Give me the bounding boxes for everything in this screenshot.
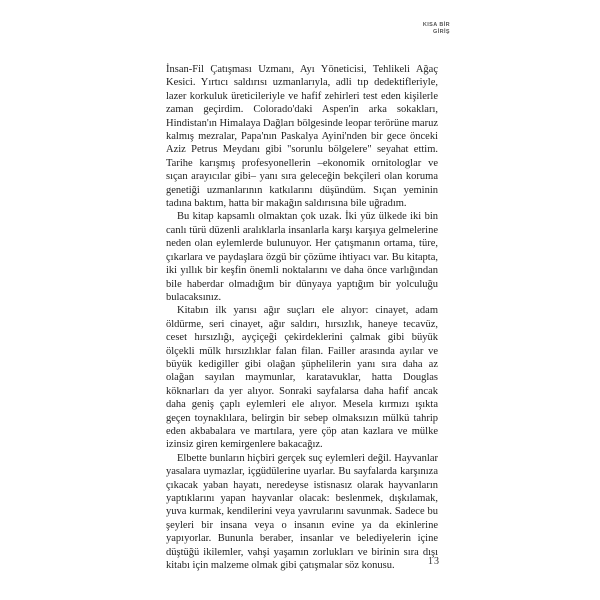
running-head-line-1: KISA BİR xyxy=(422,22,450,28)
running-head-line-2: GİRİŞ xyxy=(433,29,450,35)
running-head xyxy=(423,22,450,36)
paragraph-3: Kitabın ilk yarısı ağır suçları ele alıyor: cinayet, adam öldürme, seri cinayet, ağır saldırı, hırsızlık, haneye tecavüz, ceset hırsızlığı, ayçiçeği çekirdeklerini çalmak gibi büyük ölçekli mülk hırsızlıklar falan filan. Failler arasında ayılar ve büyük kedigiller gibi olağan şüphelilerin yanı sıra daha az olağan sayılan maymunlar, karatavuklar, hatta Douglas köknarları da yer alıyor. Sonraki sayfalarsa daha hafif ancak daha geniş çaplı eylemleri ele alıyor. Mesela kırmızı ışıkta geçen toynaklılara, belirgin bir sebep olmaksızın mülkü tahrip eden akbabalara ve martılara, yere çöp atan kazlara ve mülke izinsiz giren kemirgenlere bakacağız. xyxy=(166,305,438,451)
paragraph-4: Elbette bunların hiçbiri gerçek suç eylemleri değil. Hayvanlar yasalara uymazlar, içgüdülerine uyarlar. Bu sayfalarda karşınıza çıkacak yaban hayatı, neredeyse istisnasız olarak hayvanların yaptıklarını yapan hayvanlar olacak: beslenmek, dışkılamak, yuva kurmak, kendilerini veya yavrularını savunmak. Sadece bu şeyleri bir insana veya o insanın evine ya da ekinlerine yapıyorlar. Bununla beraber, insanlar ve belediyelerin içine düştüğü ikilemler, vahşi yaşamın zorlukları ve birinin sıra dışı kitabı için malzeme olmak gibi çatışmalar söz konusu. xyxy=(166,452,438,572)
paragraph-2: Bu kitap kapsamlı olmaktan çok uzak. İki yüz ülkede iki bin canlı türü düzenli aralıklarla insanlarla karşı karşıya gelmelerine neden olan eylemlerde bulunuyor. Her çatışmanın ortama, türe, çıkarlara ve paydaşlara özgü bir çözüme ihtiyacı var. Bu kitapta, iki yıllık bir keşfin önemli noktalarını ve daha önce varlığından bile haberdar olmadığım bir dünyaya yaptığım bir yolculuğu bulacaksınız. xyxy=(166,211,438,303)
page-number: 13 xyxy=(428,556,440,567)
paragraph-1: İnsan-Fil Çatışması Uzmanı, Ayı Yöneticisi, Tehlikeli Ağaç Kesici. Yırtıcı saldırısı uzmanlarıyla, adli tıp dedektifleriyle, lazer korkuluk üreticileriyle ve hafif zehirleri test eden kişilerle zaman geçirdim. Colorado'daki Aspen'in arka sokakları, Hindistan'ın Himalaya Dağları bölgesinde leopar terörüne maruz kalmış mezralar, Papa'nın Paskalya Ayini'nden bir gece önceki Aziz Petrus Meydanı gibi "sorunlu bölgelere" seyahat ettim. Tarihe karışmış profesyonellerin –ekonomik ornitologlar ve sıçan arayıcılar gibi– yanı sıra geleceğin bekçileri olan koruma genetiği uzmanlarının katkılarını düşündüm. Sıçan yeminin tadına baktım, hatta bir makağın saldırısına bile uğradım. xyxy=(166,64,438,210)
body-text xyxy=(166,63,438,572)
